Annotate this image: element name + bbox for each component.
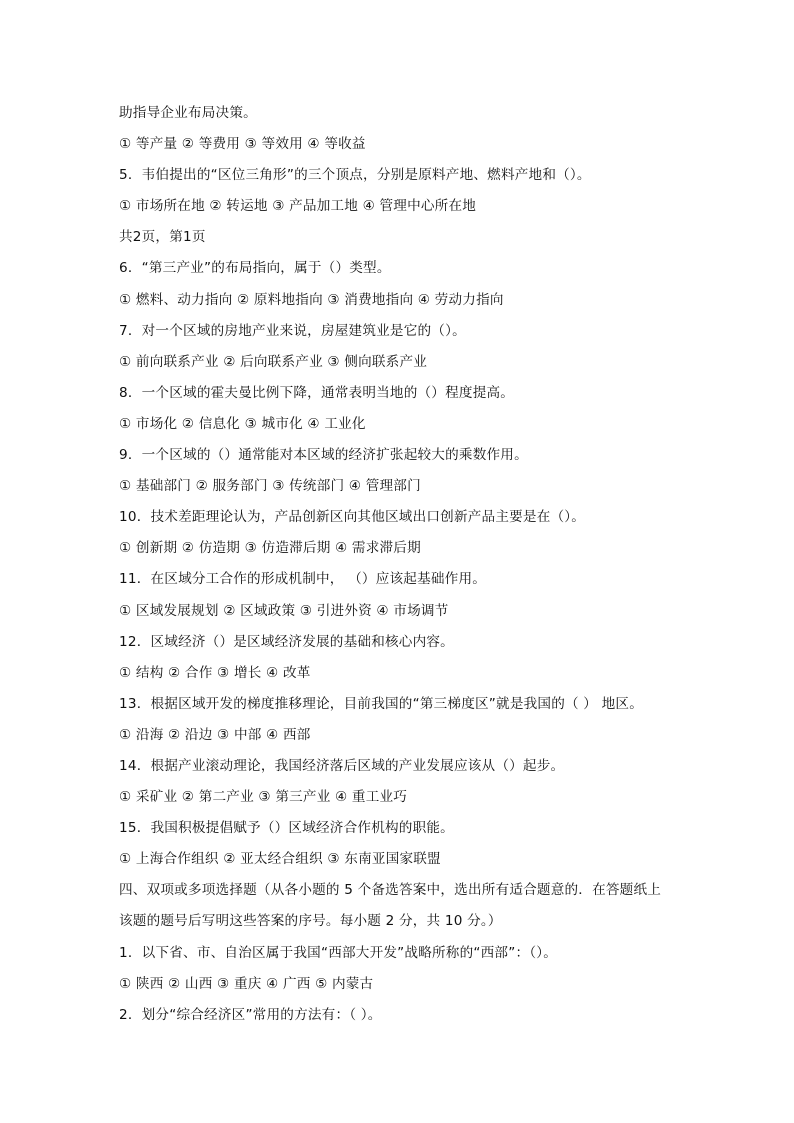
question-9: 9．一个区域的（）通常能对本区域的经济扩张起较大的乘数作用。 <box>119 447 528 464</box>
answer-options: ① 燃料、动力指向 ② 原料地指向 ③ 消费地指向 ④ 劳动力指向 <box>119 291 504 308</box>
answer-options: ① 区域发展规划 ② 区域政策 ③ 引进外资 ④ 市场调节 <box>119 602 449 619</box>
answer-options: ① 创新期 ② 仿造期 ③ 仿造滞后期 ④ 需求滞后期 <box>119 540 421 557</box>
section-instructions: 该题的题号后写明这些答案的序号。每小题 2 分，共 10 分。） <box>119 913 502 930</box>
multi-question-1: 1．以下省、市、自治区属于我国“西部大开发”战略所称的“西部”：（）。 <box>119 944 558 961</box>
question-5: 5．韦伯提出的“区位三角形”的三个顶点，分别是原料产地、燃料产地和（）。 <box>119 167 591 184</box>
question-13: 13．根据区域开发的梯度推移理论，目前我国的“第三梯度区”就是我国的（ ） 地区。 <box>119 695 644 712</box>
question-8: 8．一个区域的霍夫曼比例下降，通常表明当地的（）程度提高。 <box>119 384 515 401</box>
answer-options: ① 陕西 ② 山西 ③ 重庆 ④ 广西 ⑤ 内蒙古 <box>119 975 374 992</box>
answer-options: ① 市场所在地 ② 转运地 ③ 产品加工地 ④ 管理中心所在地 <box>119 198 477 215</box>
question-15: 15．我国积极提倡赋予（）区域经济合作机构的职能。 <box>119 820 454 837</box>
question-7: 7．对一个区域的房地产业来说，房屋建筑业是它的（）。 <box>119 322 466 339</box>
answer-options: ① 市场化 ② 信息化 ③ 城市化 ④ 工业化 <box>119 415 366 432</box>
question-12: 12．区域经济（）是区域经济发展的基础和核心内容。 <box>119 633 454 650</box>
answer-options: ① 等产量 ② 等费用 ③ 等效用 ④ 等收益 <box>119 136 366 153</box>
answer-options: ① 基础部门 ② 服务部门 ③ 传统部门 ④ 管理部门 <box>119 478 421 495</box>
question-14: 14．根据产业滚动理论，我国经济落后区域的产业发展应该从（）起步。 <box>119 757 565 774</box>
answer-options: ① 上海合作组织 ② 亚太经合组织 ③ 东南亚国家联盟 <box>119 851 441 868</box>
text-line: 助指导企业布局决策。 <box>119 105 257 121</box>
section-heading: 四、双项或多项选择题（从各小题的 5 个备选答案中，选出所有适合题意的．在答题纸上 <box>119 882 662 899</box>
page-footer: 共2页，第1页 <box>119 229 206 246</box>
multi-question-2: 2．划分“综合经济区”常用的方法有：（ ）。 <box>119 1006 382 1023</box>
answer-options: ① 采矿业 ② 第二产业 ③ 第三产业 ④ 重工业巧 <box>119 789 408 806</box>
answer-options: ① 结构 ② 合作 ③ 增长 ④ 改革 <box>119 664 311 681</box>
question-10: 10．技术差距理论认为，产品创新区向其他区域出口创新产品主要是在（）。 <box>119 509 586 526</box>
question-6: 6．“第三产业”的布局指向，属于（）类型。 <box>119 260 391 277</box>
question-11: 11．在区域分工合作的形成机制中， （）应该起基础作用。 <box>119 571 487 588</box>
answer-options: ① 前向联系产业 ② 后向联系产业 ③ 侧向联系产业 <box>119 353 428 370</box>
answer-options: ① 沿海 ② 沿边 ③ 中部 ④ 西部 <box>119 726 311 743</box>
document-body <box>119 98 709 1031</box>
